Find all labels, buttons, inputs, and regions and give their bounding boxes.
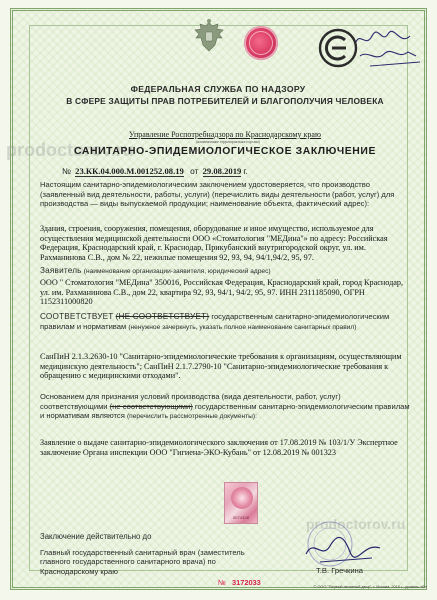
signatory-position: Главный государственный санитарный врач (заместитель главного государственного санитарного врача) по Краснодарскому краю [40,548,245,576]
date-label: от [190,166,199,176]
year-suffix: г. [243,166,248,176]
applicant-heading [40,266,410,277]
document-number-row [62,166,382,177]
hologram-emblem-icon [231,487,253,509]
watermark: prodoctorov.ru [6,140,134,160]
hologram-sticker [224,482,258,524]
agency-title-line1: ФЕДЕРАЛЬНАЯ СЛУЖБА ПО НАДЗОРУ [130,84,306,94]
watermark-lower: prodoctorov.ru [306,516,406,532]
validity-label: Заключение действительно до [40,532,152,541]
serial-number: 3172033 [232,578,261,587]
compliance-caption: (ненужное зачеркнуть, указать полное наименование санитарных правил) [128,323,357,331]
sanitary-rules [40,352,410,381]
applicant-label: Заявитель [40,266,82,275]
basis-struck: (не соответствующими) [109,401,193,411]
number-label: № [62,166,71,176]
applicant-details [40,278,410,307]
handwritten-note-top [350,26,428,72]
facility-text: Здания, строения, сооружения, помещения, оборудование и иное имущество, используемое для осуществления медицинской деятельности ООО «Стоматология "МЕДина"» по адресу: Российская Федерация, Краснодарский край, г. Краснодар, Прикубанский внутригородской округ, ул. им. Рахманинова С.В., дом № 22, нежилые помещения 92, 93, 94, 94/1,94/2, 95, 97. [40,224,388,262]
agency-title-line2: В СФЕРЕ ЗАЩИТЫ ПРАВ ПОТРЕБИТЕЛЕЙ И БЛАГОПОЛУЧИЯ ЧЕЛОВЕКА [66,96,384,106]
printer-footer: © ООО "Первый печатный двор", г. Москва, 2019 г., уровень «В» [313,585,427,589]
serial-prefix: № [218,578,226,587]
documents-reviewed [40,438,410,457]
basis-statement [40,392,410,422]
hologram-number: 0074308 [232,515,250,520]
red-seal-icon [244,26,278,60]
compliance-yes: СООТВЕТСТВУЕТ [40,312,114,321]
compliance-no-struck: (НЕ СООТВЕТСТВУЕТ) [115,312,210,321]
facility-description [40,224,410,262]
sanitary-rules-text: СанПиН 2.1.3.2630-10 "Санитарно-эпидемиологические требования к организациям, осуществляющим медицинскую деятельность"; СанПиН 2.1.7.2790-10 "Санитарно-эпидемиологические требования к обращению с медицинскими отходами". [40,352,402,381]
basis-text-a: Основанием для признания условий производства (вида деятельности, работ, услуг) соответствующими [40,392,341,411]
certification-intro: Настоящим санитарно-эпидемиологическим заключением удостоверяется, что производство (заявленный вид деятельности, работы, услуги) (перечислить виды деятельности (работ, услуг) для производства — виды выпускаемой продукции; наименование объекта, фактический адрес): [40,180,395,209]
signatory-name: Т.В. Гречкина [316,566,364,575]
document-date: 29.08.2019 [202,166,242,176]
compliance-statement [40,312,410,332]
authority-caption: (наименование территориального органа) [196,140,260,144]
document-number: 23.КК.04.000.М.001252.08.19 [75,166,184,176]
compliance-text: государственным санитарно-эпидемиологическим правилам и нормативам [40,312,390,331]
authority-name: Управление Роспотребнадзора по Краснодарскому краю [129,130,321,139]
basis-text-c: государственным санитарно-эпидемиологическим правилам и нормативам являются [40,401,410,421]
applicant-caption: (наименование организации-заявителя, юридический адрес) [83,268,271,275]
documents-text: Заявление о выдаче санитарно-эпидемиологического заключения от 17.08.2019 № 103/1/У Экспертное заключение Органа инспекции ООО "Гигиена-ЭКО-Кубань" от 12.08.2019 № 001323 [40,438,398,457]
applicant-text: ООО " Стоматология "МЕДина" 350016, Российская Федерация, Краснодарский край, город Краснодар, ул. им. Рахманинова С.В., дом 22, квартира 92, 93, 94/1, 94/2, 95, 97. ИНН 2311185090, ОГРН 1152311000820 [40,278,404,307]
document-title: САНИТАРНО-ЭПИДЕМИОЛОГИЧЕСКОЕ ЗАКЛЮЧЕНИЕ [74,146,376,157]
eagle-emblem-icon [192,18,226,56]
basis-caption: (перечислить рассмотренные документы): [126,413,257,421]
